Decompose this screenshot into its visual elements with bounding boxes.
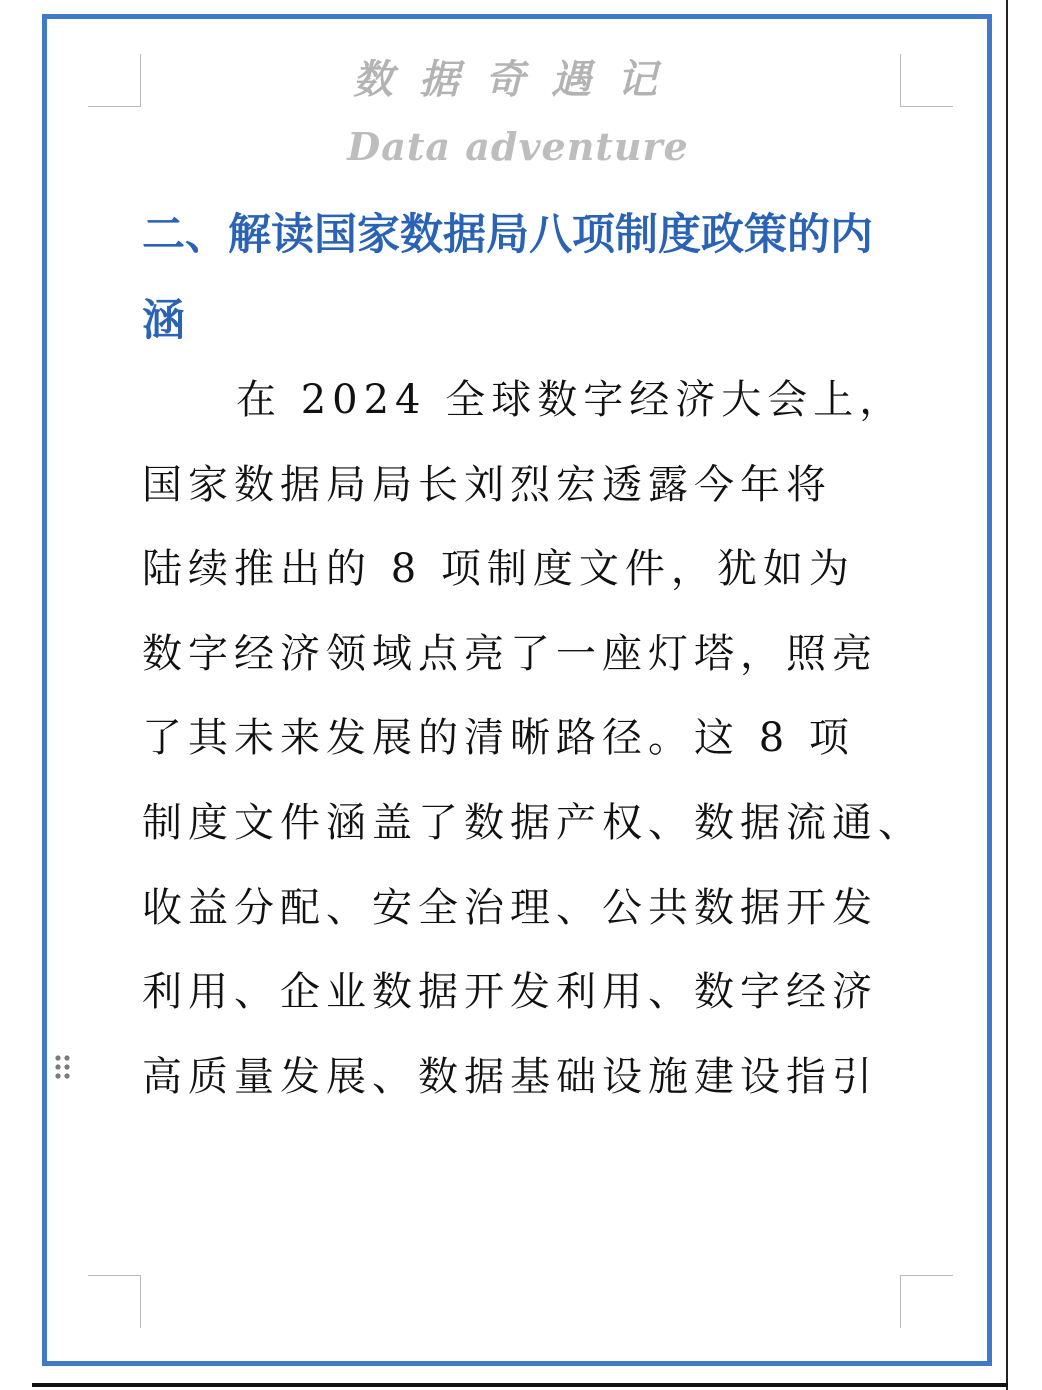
header-title-chinese: 数据奇遇记 [353, 56, 683, 103]
body-line: 利用、企业数据开发利用、数字经济 [142, 969, 878, 1016]
body-line: 收益分配、安全治理、公共数据开发 [142, 884, 878, 931]
crop-mark-bottom-right [900, 1275, 953, 1328]
page-right-edge [1006, 0, 1008, 1390]
body-line: 国家数据局局长刘烈宏透露今年将 [142, 461, 832, 508]
drag-handle-icon[interactable] [52, 1052, 74, 1086]
crop-mark-bottom-left [88, 1275, 141, 1328]
body-line: 高质量发展、数据基础设施建设指引 [142, 1053, 878, 1100]
body-line: 数字经济领域点亮了一座灯塔，照亮 [142, 630, 878, 677]
body-line: 在 2024 全球数字经济大会上， [236, 377, 906, 423]
body-paragraph [142, 358, 932, 1119]
header-title-english: Data adventure [347, 124, 689, 169]
section-title: 二、解读国家数据局八项制度政策的内涵 [142, 210, 873, 346]
body-line: 制度文件涵盖了数据产权、数据流通、 [142, 799, 924, 846]
body-line: 了其未来发展的清晰路径。这 8 项 [142, 715, 855, 762]
body-line: 陆续推出的 8 项制度文件，犹如为 [142, 546, 855, 593]
page-bottom-edge [32, 1383, 1008, 1387]
